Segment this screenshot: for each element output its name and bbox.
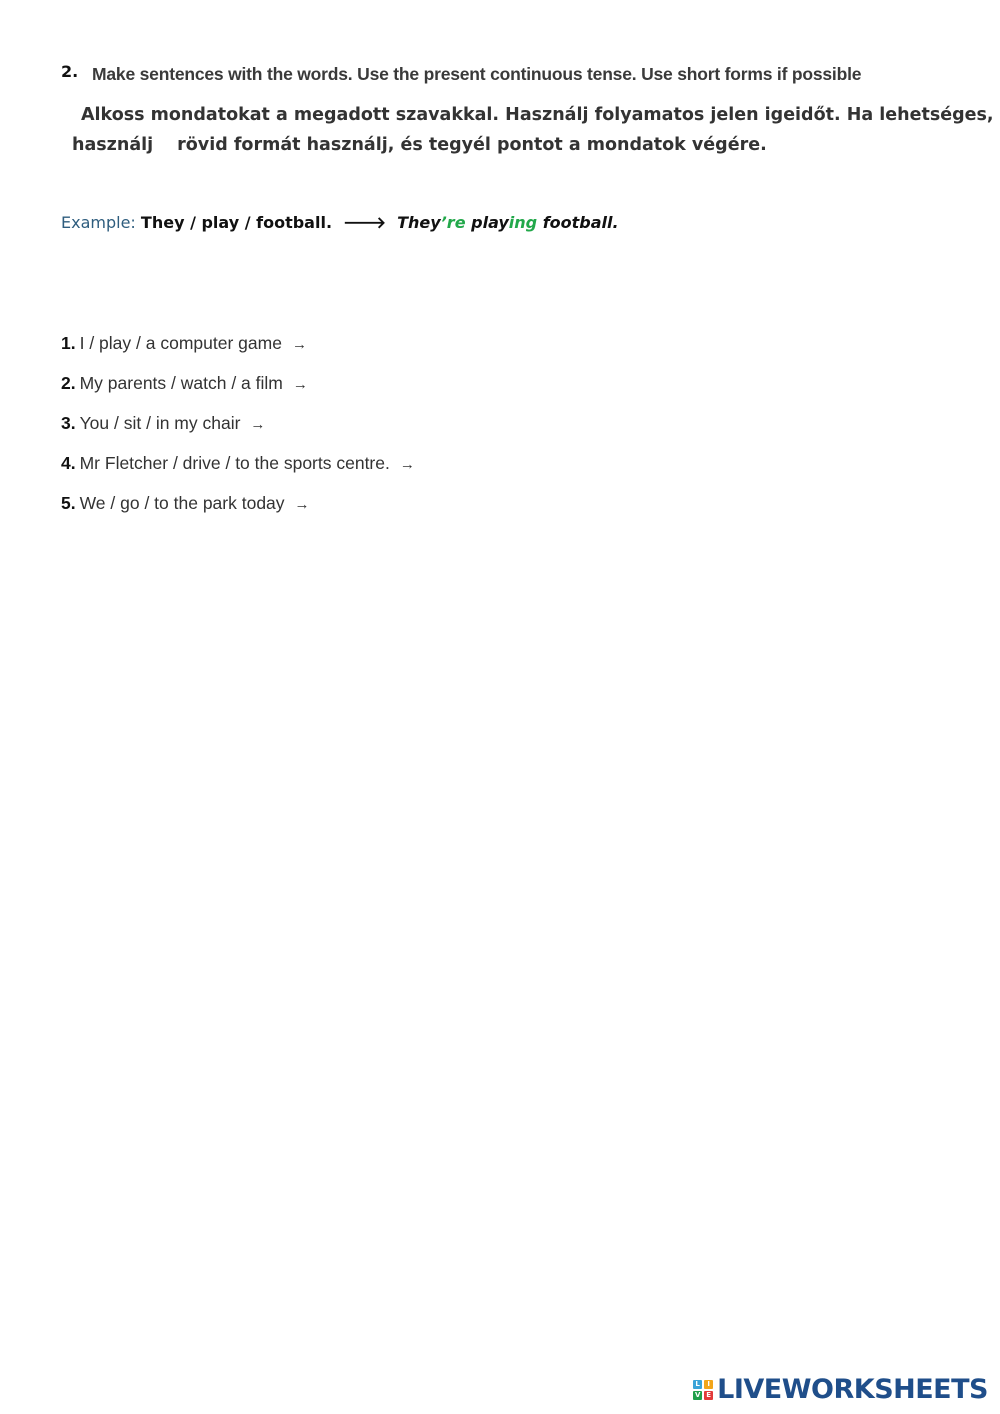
exercise-prompt: We / go / to the park today — [79, 493, 285, 513]
example-answer — [397, 213, 618, 232]
exercise-item — [61, 372, 415, 412]
logo-icon-tile: I — [704, 1380, 713, 1389]
exercise-prompt: You / sit / in my chair — [79, 413, 241, 433]
logo-icon-tile: L — [693, 1380, 702, 1389]
exercise-item — [61, 452, 415, 492]
exercise-number: 2. — [61, 373, 76, 393]
logo-icon-tile: E — [704, 1391, 713, 1400]
example-label: Example: — [61, 213, 136, 232]
instruction-hungarian-line-2 — [72, 130, 922, 160]
exercise-number: 5. — [61, 493, 76, 513]
instruction-hungarian-line-2-end: rövid formát használj, és tegyél pontot a mondatok végére. — [177, 135, 767, 155]
example-answer-part: play — [471, 213, 509, 232]
exercise-prompt: I / play / a computer game — [79, 333, 282, 353]
instruction-english: Make sentences with the words. Use the present continuous tense. Use short forms if possible — [92, 64, 862, 84]
exercise-number: 1. — [61, 333, 76, 353]
exercise-item — [61, 332, 415, 372]
exercise-number: 4. — [61, 453, 76, 473]
logo-icon-tile: V — [694, 1390, 701, 1399]
arrow-right-icon: → — [294, 496, 310, 513]
instruction-hungarian-line-2-start: használj — [72, 135, 154, 155]
exercise-item — [61, 492, 415, 532]
exercise-prompt: My parents / watch / a film — [79, 373, 283, 393]
instruction-hungarian-line-1: Alkoss mondatokat a megadott szavakkal. Használj folyamatos jelen igeidőt. Ha lehetséges, — [81, 105, 994, 125]
example-answer-highlight: ing — [508, 213, 538, 232]
liveworksheets-logo-text: LIVEWORKSHEETS — [717, 1374, 988, 1405]
arrow-right-icon: → — [292, 376, 308, 393]
example-prompt: They / play / football. — [140, 213, 333, 232]
example-answer-part: They — [397, 213, 441, 232]
exercise-list — [61, 332, 415, 532]
exercise-item — [61, 412, 415, 452]
arrow-right-icon: → — [250, 416, 266, 433]
instruction-hungarian — [72, 100, 994, 160]
exercise-prompt: Mr Fletcher / drive / to the sports centre. — [79, 453, 390, 473]
example-answer-highlight: ’re — [440, 213, 466, 232]
example-line — [61, 212, 619, 232]
liveworksheets-logo-icon — [693, 1380, 713, 1400]
task-number: 2. — [61, 62, 79, 81]
example-answer-part: football. — [542, 213, 619, 232]
arrow-right-icon: 🡒 — [343, 213, 387, 232]
exercise-number: 3. — [61, 413, 76, 433]
arrow-right-icon: → — [291, 336, 307, 353]
arrow-right-icon: → — [399, 456, 415, 473]
liveworksheets-logo — [693, 1374, 988, 1405]
